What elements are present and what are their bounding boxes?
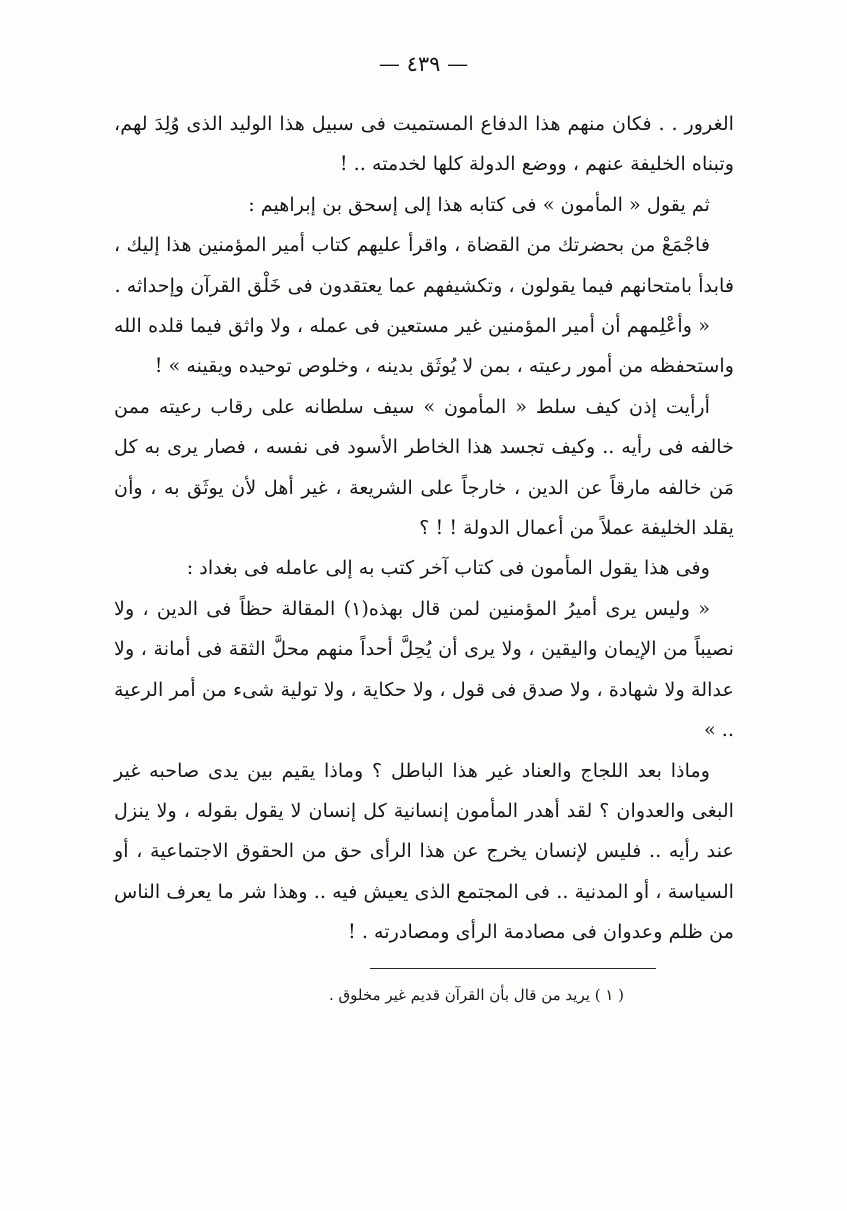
paragraph-3: فاجْمَعْ من بحضرتك من القضاة ، واقرأ عليهم كتاب أمير المؤمنين هذا إليك ، فابدأ بامتحانهم فيما يقولون ، وتكشيفهم عما يعتقدون فى خَلْق القرآن وإحداثه .: [114, 233, 734, 297]
paragraph-4-quote: « وأعْلِمهم أن أمير المؤمنين غير مستعين فى عمله ، ولا واثق فيما قلده الله واستحفظه من أمور رعيته ، بمن لا يُوثَق بدينه ، وخلوص توحيده ويقينه » !: [114, 314, 734, 378]
paragraph-1: الغرور . . فكان منهم هذا الدفاع المستميت فى سبيل هذا الوليد الذى وُلِدَ لهم، وتبناه الخليفة عنهم ، ووضع الدولة كلها لخدمته .. !: [114, 112, 734, 176]
paragraph-8: وماذا بعد اللجاج والعناد غير هذا الباطل ؟ وماذا يقيم بين يدى صاحبه غير البغى والعدوان ؟ لقد أهدر المأمون إنسانية كل إنسان لا يقول بقوله ، ولا ينزل عند رأيه .. فليس لإنسان يخرج عن هذا الرأى حق من الحقوق الاجتماعية ، أو السياسة ، أو المدنية .. فى المجتمع الذى يعيش فيه .. وهذا شر ما يعرف الناس من ظلم وعدوان فى مصادمة الرأى ومصادرته . !: [114, 758, 734, 944]
footnote: ( ١ ) يريد من قال بأن القرآن قديم غير مخلوق .: [328, 986, 624, 1004]
footnote-divider: [370, 968, 656, 969]
paragraph-5: أرأيت إذن كيف سلط « المأمون » سيف سلطانه على رقاب رعيته ممن خالفه فى رأيه .. وكيف تجسد هذا الخاطر الأسود فى نفسه ، فصار يرى به كل مَن خالفه مارقاً عن الدين ، خارجاً على الشريعة ، غير أهل لأن يوثَق به ، وأن يقلد الخليفة عملاً من أعمال الدولة ! ! ؟: [114, 394, 734, 540]
body-text: [114, 104, 734, 953]
page-number: — ٤٣٩ —: [378, 52, 469, 76]
paragraph-2: ثم يقول « المأمون » فى كتابه هذا إلى إسحق بن إبراهيم :: [248, 192, 710, 216]
paragraph-7-quote: « وليس يرى أميرُ المؤمنين لمن قال بهذه(١) المقالة حظاً فى الدين ، ولا نصيباً من الإيمان واليقين ، ولا يرى أن يُحِلَّ أحداً منهم محلَّ الثقة فى أمانة ، ولا عدالة ولا شهادة ، ولا صدق فى قول ، ولا حكاية ، ولا تولية شىء من أمر الرعية .. »: [114, 596, 734, 742]
paragraph-6: وفى هذا يقول المأمون فى كتاب آخر كتب به إلى عامله فى بغداد :: [186, 556, 710, 580]
